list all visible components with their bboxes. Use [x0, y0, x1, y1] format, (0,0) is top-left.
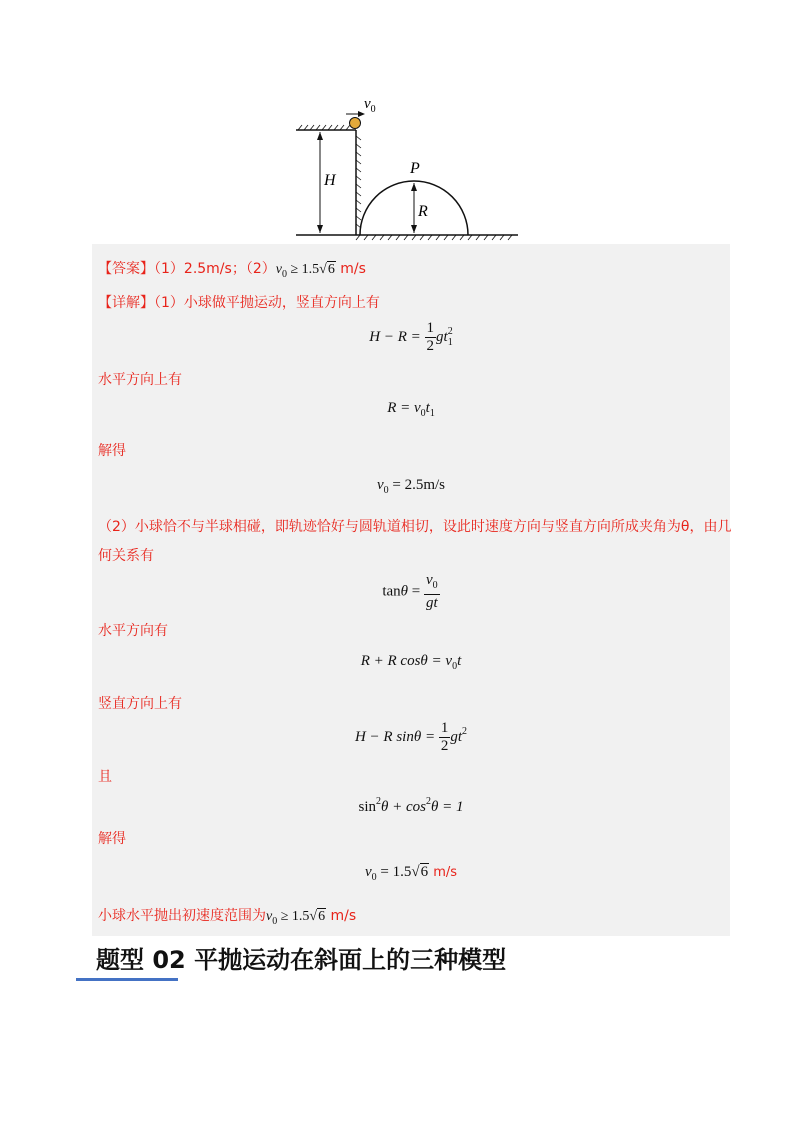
equation-7: $\sin^2\theta + \cos^2\theta = 1$ [358, 796, 464, 815]
equation-4: tanθ = $\frac{v_0}{gt}$ [382, 572, 438, 611]
v0-label: $v_0$ [364, 96, 376, 115]
R-label: R [418, 203, 428, 220]
equation-1: H − R = $\frac{1}{2}$ $gt^2_1$ [369, 320, 453, 354]
solve-2-label: 解得 [98, 831, 126, 847]
equation-8: $v_0 = 1.5√6$ m/s [364, 864, 458, 883]
detail-tag: 【详解】 [98, 295, 154, 311]
solve-1-label: 解得 [98, 443, 126, 459]
answer-box [92, 244, 730, 936]
projectile-diagram [290, 90, 530, 245]
and-label: 且 [98, 769, 112, 785]
diagram-svg [290, 90, 530, 245]
detail-intro: 【详解】（1）小球做平抛运动，竖直方向上有 [98, 295, 380, 311]
vertical-2-label: 竖直方向上有 [98, 696, 182, 712]
conclusion-line: 小球水平抛出初速度范围为$v_0 \ge 1.5√6$ m/s [98, 908, 357, 927]
equation-3: $v_0 = 2.5m/s$ [376, 477, 446, 496]
equation-5: R + R $\cos\theta = v_0t$ [360, 653, 462, 672]
answer-line: 【答案】（1）2.5m/s；$(2)v_0 \ge 1.5√6$ m/s [98, 261, 366, 280]
equation-6: H − R sinθ = $\frac{1}{2}$ $gt^2$ [354, 720, 468, 754]
answer-text: （1）2.5m/s；（2） [154, 261, 276, 277]
P-label: P [410, 160, 420, 177]
answer-tag: 【答案】 [98, 261, 154, 277]
part2-line2: 何关系有 [98, 548, 154, 564]
horizontal-2-label: 水平方向有 [98, 623, 168, 639]
horizontal-1-label: 水平方向上有 [98, 372, 182, 388]
heading-underline [76, 978, 178, 981]
section-heading: 题型 02 平抛运动在斜面上的三种模型 [96, 946, 507, 974]
part2-line1: （2）小球恰不与半球相碰，即轨迹恰好与圆轨道相切，设此时速度方向与竖直方向所成夹角为θ，由几 [98, 519, 732, 535]
H-label: H [324, 172, 336, 189]
answer-unit: m/s [335, 261, 366, 277]
equation-2: $R = v_0t_1$ [387, 400, 435, 419]
